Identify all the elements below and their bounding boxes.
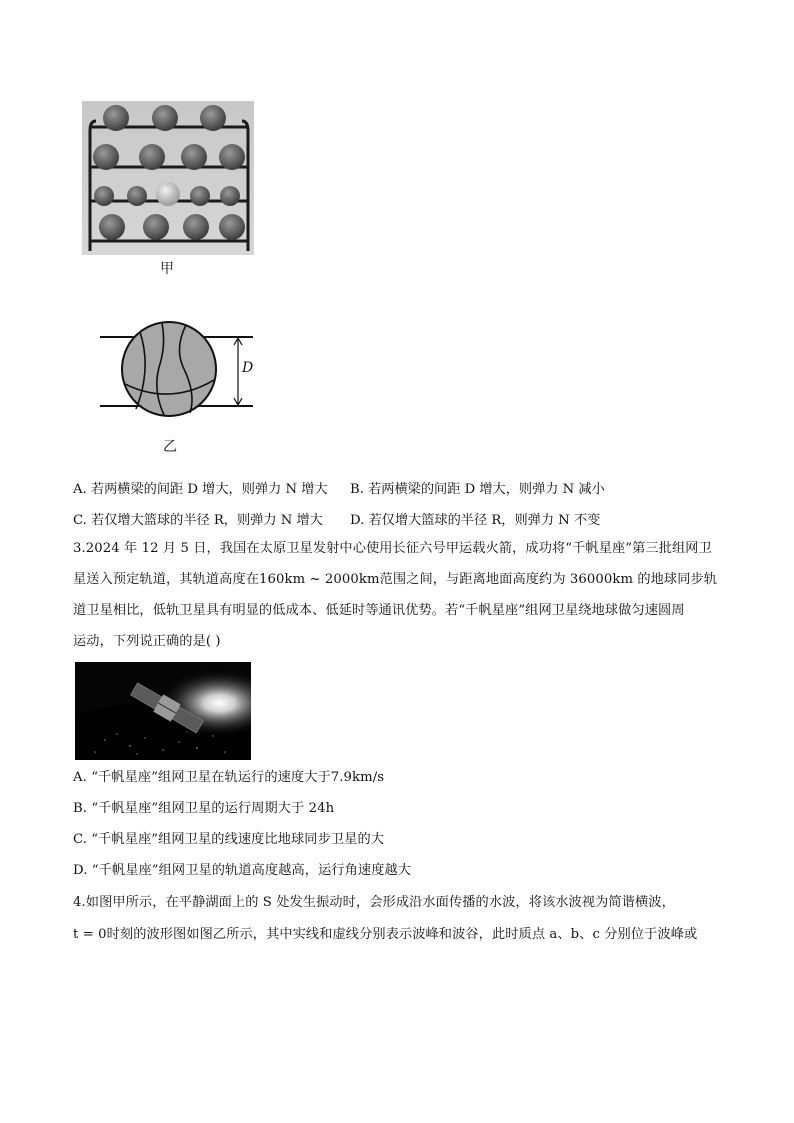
- q3-stem-line-2: 星送入预定轨道，其轨道高度在160km ~ 2000km范围之间，与距离地面高度约为 36000km 的地球同步轨: [73, 572, 718, 587]
- satellite-image: [75, 662, 251, 760]
- figure-jia-photo: [82, 101, 254, 255]
- q4-stem-line-1: 4.如图甲所示，在平静湖面上的 S 处发生振动时，会形成沿水面传播的水波，将该水波视为简谐横波，: [73, 895, 675, 910]
- q3-option-b: B. “千帆星座”组网卫星的运行周期大于 24h: [73, 801, 335, 816]
- dimension-label-d: D: [242, 360, 254, 376]
- q2-option-c: C. 若仅增大篮球的半径 R，则弹力 N 增大: [73, 513, 323, 528]
- q2-option-a: A. 若两横梁的间距 D 增大，则弹力 N 增大: [73, 482, 328, 497]
- q4-stem-line-2: t = 0时刻的波形图如图乙所示，其中实线和虚线分别表示波峰和波谷，此时质点 a、b、c 分别位于波峰或: [73, 927, 698, 942]
- q3-stem-line-3: 道卫星相比，低轨卫星具有明显的低成本、低延时等通讯优势。若“千帆星座”组网卫星绕地球做匀速圆周: [73, 603, 685, 618]
- ball-rack-image: [82, 101, 254, 255]
- q3-stem-line-1: 3.2024 年 12 月 5 日，我国在太原卫星发射中心使用长征六号甲运载火箭，成功将“千帆星座”第三批组网卫: [73, 541, 712, 556]
- q3-stem-line-4: 运动，下列说正确的是( ): [73, 634, 221, 649]
- q3-option-d: D. “千帆星座”组网卫星的轨道高度越高，运行角速度越大: [73, 863, 412, 878]
- satellite-photo: [75, 662, 251, 760]
- figure-yi-diagram: [100, 314, 270, 426]
- q3-option-a: A. “千帆星座”组网卫星在轨运行的速度大于7.9km/s: [73, 770, 385, 785]
- q2-option-b: B. 若两横梁的间距 D 增大，则弹力 N 减小: [350, 482, 605, 497]
- q3-option-c: C. “千帆星座”组网卫星的线速度比地球同步卫星的大: [73, 832, 385, 847]
- figure-jia-caption: 甲: [160, 261, 174, 277]
- q2-option-d: D. 若仅增大篮球的半径 R，则弹力 N 不变: [350, 513, 601, 528]
- figure-yi-caption: 乙: [163, 439, 177, 455]
